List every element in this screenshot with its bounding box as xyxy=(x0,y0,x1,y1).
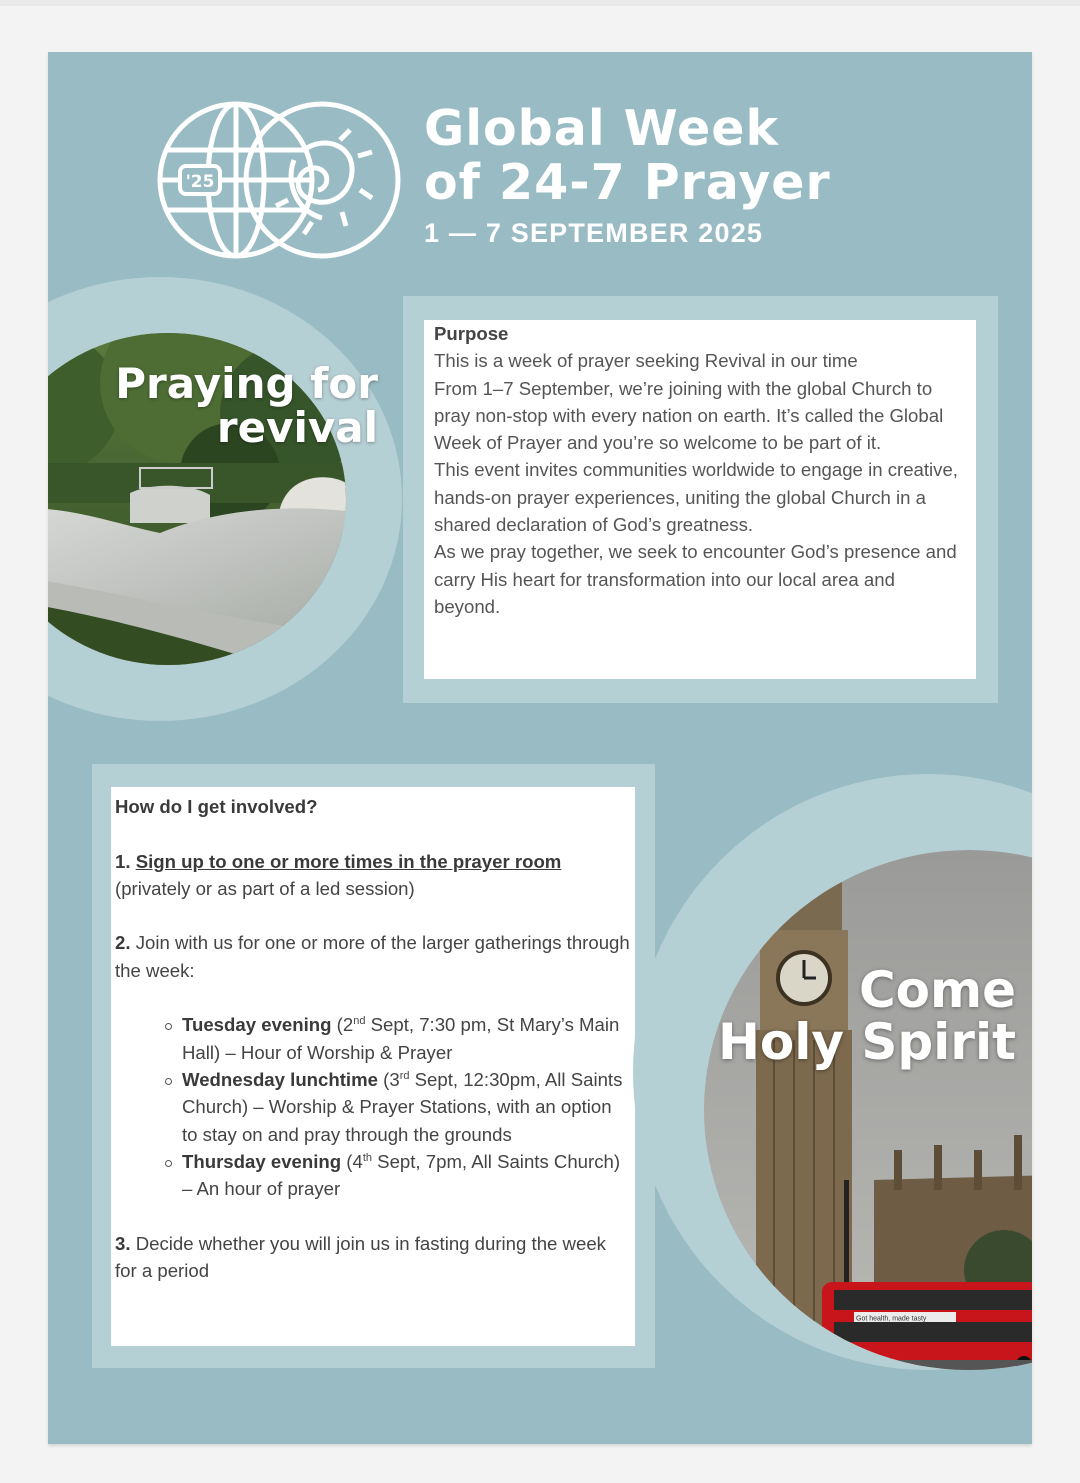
caption-line: Praying for xyxy=(115,359,378,408)
step-2 xyxy=(115,929,631,984)
globe-and-spirit-logo-icon xyxy=(154,100,404,264)
list-item xyxy=(182,1066,631,1148)
event-name: Wednesday lunchtime xyxy=(182,1068,378,1090)
date-suffix: th xyxy=(362,1151,373,1164)
step-number: 1. xyxy=(115,850,131,872)
step-number: 2. xyxy=(115,932,131,954)
date-suffix: rd xyxy=(399,1069,410,1082)
top-divider xyxy=(0,0,1080,6)
prayer-room-signup-link[interactable]: Sign up to one or more times in the prayer room xyxy=(135,850,562,872)
event-title xyxy=(424,102,831,249)
step-1 xyxy=(115,848,631,903)
step-2-text: Join with us for one or more of the larger gatherings through the week: xyxy=(115,932,630,981)
list-item xyxy=(182,1011,631,1066)
event-detail: (2 xyxy=(331,1014,354,1036)
purpose-heading: Purpose xyxy=(434,323,509,344)
step-3 xyxy=(115,1230,631,1285)
involvement-box xyxy=(111,787,635,1346)
purpose-box xyxy=(424,320,976,679)
praying-for-revival-caption xyxy=(56,359,378,452)
event-detail: Sept, 7pm, All Saints Church) – An hour of prayer xyxy=(182,1150,621,1200)
event-detail: (4 xyxy=(341,1150,363,1172)
list-item xyxy=(182,1148,631,1203)
caption-line: Come xyxy=(858,961,1016,1019)
event-detail: Sept, 12:30pm, All Saints Church) – Worship & Prayer Stations, with an option to stay on and pray through the grounds xyxy=(182,1068,623,1145)
event-detail: Sept, 7:30 pm, St Mary’s Main Hall) – Hour of Worship & Prayer xyxy=(182,1014,620,1063)
involvement-heading: How do I get involved? xyxy=(115,796,318,817)
step-number: 3. xyxy=(115,1232,131,1254)
gatherings-list xyxy=(115,1011,631,1202)
flyer-page xyxy=(48,52,1032,1444)
title-line-2: of 24-7 Prayer xyxy=(424,154,831,211)
date-suffix: nd xyxy=(353,1015,366,1028)
caption-line: revival xyxy=(216,403,378,452)
logo-badge-text: '25 xyxy=(185,172,215,192)
bus-ad-text: Got health, made tasty xyxy=(856,1315,927,1323)
title-line-1: Global Week xyxy=(424,100,780,157)
event-dates: 1 — 7 SEPTEMBER 2025 xyxy=(424,218,764,248)
purpose-paragraph: As we pray together, we seek to encounter God’s presence and carry His heart for transformation into our local area and beyond. xyxy=(434,541,957,617)
event-name: Thursday evening xyxy=(182,1150,342,1172)
purpose-paragraph: This event invites communities worldwide to engage in creative, hands-on prayer experiences, uniting the global Church in a shared declaration of God’s greatness. xyxy=(434,459,958,536)
purpose-paragraph: From 1–7 September, we’re joining with the global Church to pray non-stop with every nation on earth. It’s called the Global Week of Prayer and you’re so welcome to be part of it. xyxy=(434,377,944,454)
caption-line: Holy Spirit xyxy=(718,1013,1016,1071)
come-holy-spirit-caption xyxy=(648,961,1016,1071)
event-detail: (3 xyxy=(377,1068,400,1090)
step-1-note: (privately or as part of a led session) xyxy=(115,877,415,899)
step-3-text: Decide whether you will join us in fasting during the week for a period xyxy=(115,1232,606,1282)
event-name: Tuesday evening xyxy=(182,1014,332,1036)
purpose-paragraph: This is a week of prayer seeking Revival in our time xyxy=(434,350,858,372)
